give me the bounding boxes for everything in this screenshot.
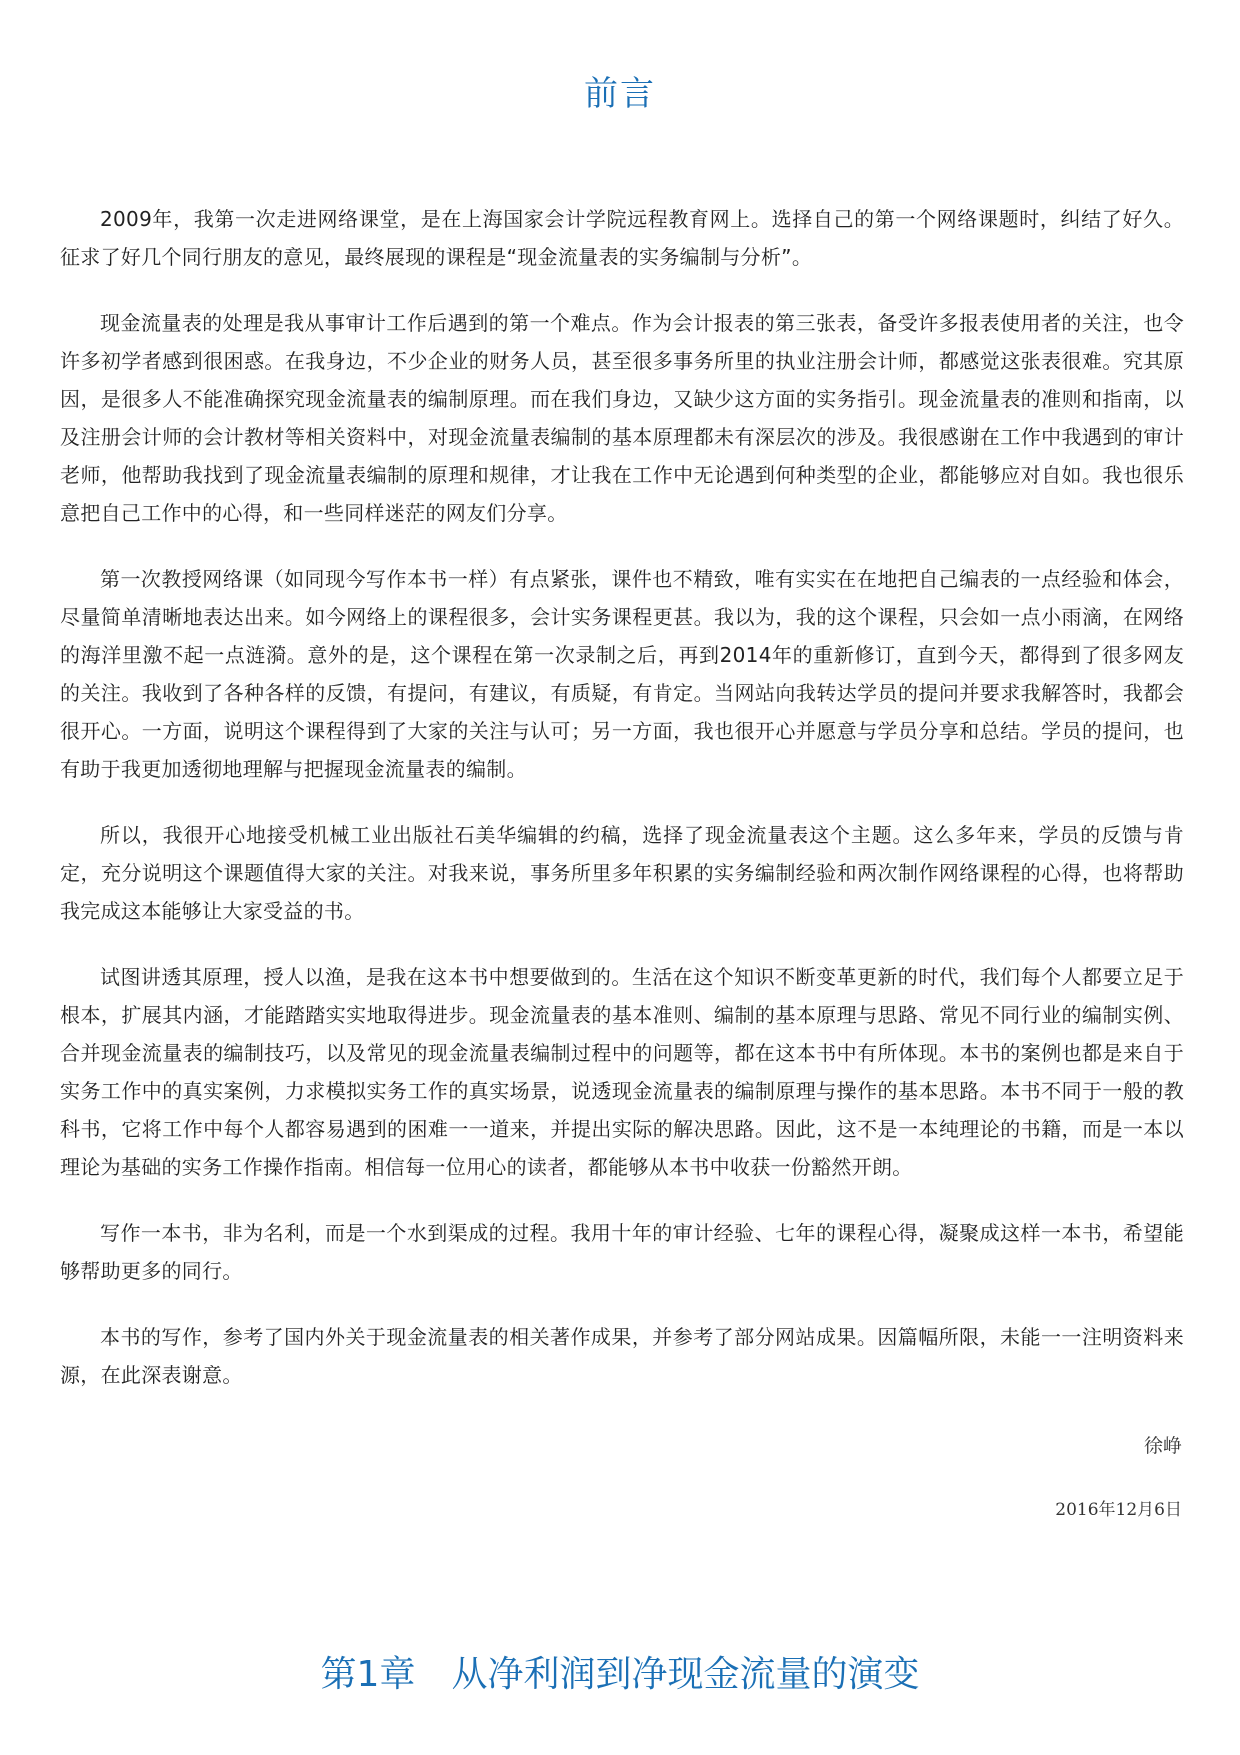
preface-body [60, 200, 1184, 1422]
next-chapter-heading: 第1章 从净利润到净现金流量的演变 [320, 1654, 920, 1695]
signature-date: 2016年12月6日 [1055, 1500, 1182, 1520]
paragraph-7: 本书的写作，参考了国内外关于现金流量表的相关著作成果，并参考了部分网站成果。因篇幅所限，未能一一注明资料来源，在此深表谢意。 [60, 1325, 1184, 1387]
author-signature: 徐峥 [1143, 1435, 1182, 1457]
paragraph-1: 2009年，我第一次走进网络课堂，是在上海国家会计学院远程教育网上。选择自己的第一个网络课题时，纠结了好久。征求了好几个同行朋友的意见，最终展现的课程是“现金流量表的实务编制与分析”。 [60, 207, 1184, 269]
paragraph-6: 写作一本书，非为名利，而是一个水到渠成的过程。我用十年的审计经验、七年的课程心得，凝聚成这样一本书，希望能够帮助更多的同行。 [60, 1221, 1184, 1283]
paragraph-2: 现金流量表的处理是我从事审计工作后遇到的第一个难点。作为会计报表的第三张表，备受许多报表使用者的关注，也令许多初学者感到很困惑。在我身边，不少企业的财务人员，甚至很多事务所里的执业注册会计师，都感觉这张表很难。究其原因，是很多人不能准确探究现金流量表的编制原理。而在我们身边，又缺少这方面的实务指引。现金流量表的准则和指南，以及注册会计师的会计教材等相关资料中，对现金流量表编制的基本原理都未有深层次的涉及。我很感谢在工作中我遇到的审计老师，他帮助我找到了现金流量表编制的原理和规律，才让我在工作中无论遇到何种类型的企业，都能够应对自如。我也很乐意把自己工作中的心得，和一些同样迷茫的网友们分享。 [60, 311, 1184, 525]
paragraph-5: 试图讲透其原理，授人以渔，是我在这本书中想要做到的。生活在这个知识不断变革更新的时代，我们每个人都要立足于根本，扩展其内涵，才能踏踏实实地取得进步。现金流量表的基本准则、编制的基本原理与思路、常见不同行业的编制实例、合并现金流量表的编制技巧，以及常见的现金流量表编制过程中的问题等，都在这本书中有所体现。本书的案例也都是来自于实务工作中的真实案例，力求模拟实务工作的真实场景，说透现金流量表的编制原理与操作的基本思路。本书不同于一般的教科书，它将工作中每个人都容易遇到的困难一一道来，并提出实际的解决思路。因此，这不是一本纯理论的书籍，而是一本以理论为基础的实务工作操作指南。相信每一位用心的读者，都能够从本书中收获一份豁然开朗。 [60, 965, 1184, 1179]
page-title: 前言 [584, 74, 656, 114]
paragraph-3: 第一次教授网络课（如同现今写作本书一样）有点紧张，课件也不精致，唯有实实在在地把自己编表的一点经验和体会，尽量简单清晰地表达出来。如今网络上的课程很多，会计实务课程更甚。我以为，我的这个课程，只会如一点小雨滴，在网络的海洋里激不起一点涟漪。意外的是，这个课程在第一次录制之后，再到2014年的重新修订，直到今天，都得到了很多网友的关注。我收到了各种各样的反馈，有提问，有建议，有质疑，有肯定。当网站向我转达学员的提问并要求我解答时，我都会很开心。一方面，说明这个课程得到了大家的关注与认可；另一方面，我也很开心并愿意与学员分享和总结。学员的提问，也有助于我更加透彻地理解与把握现金流量表的编制。 [60, 567, 1184, 781]
paragraph-4: 所以，我很开心地接受机械工业出版社石美华编辑的约稿，选择了现金流量表这个主题。这么多年来，学员的反馈与肯定，充分说明这个课题值得大家的关注。对我来说，事务所里多年积累的实务编制经验和两次制作网络课程的心得，也将帮助我完成这本能够让大家受益的书。 [60, 823, 1184, 923]
